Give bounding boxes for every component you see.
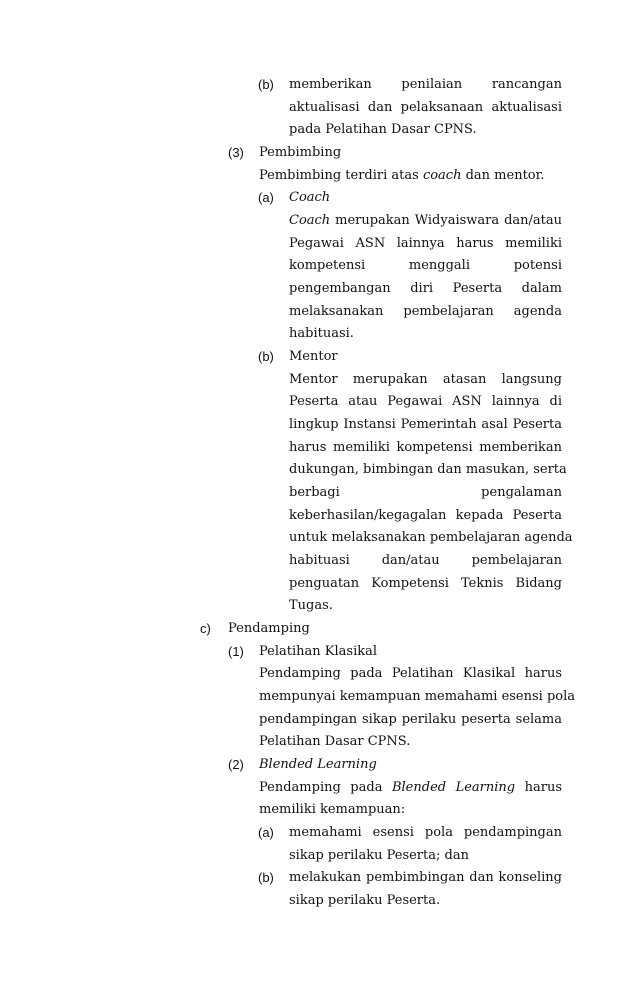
section-heading (0, 618, 638, 640)
intro-text: harus (515, 780, 562, 795)
paragraph-row (0, 573, 638, 595)
paragraph-line: dukungan, bimbingan dan masukan, serta (289, 462, 567, 477)
intro-text: Pendamping pada (259, 780, 392, 795)
paragraph-line: Pendamping pada Pelatihan Klasikal harus (259, 666, 562, 681)
subsection-title: Blended Learning (259, 757, 377, 772)
lead-word: Coach (289, 213, 331, 228)
paragraph-line: mempunyai kemampuan memahami esensi pola (259, 689, 576, 704)
list-item (0, 845, 638, 867)
intro-italic: Blended Learning (391, 780, 516, 795)
paragraph-row (0, 255, 638, 277)
list-item (0, 119, 638, 141)
paragraph-row (0, 799, 638, 821)
paragraph-line: berbagi pengalaman (289, 485, 562, 500)
item-marker: (b) (258, 77, 274, 92)
paragraph-row (0, 686, 638, 708)
paragraph-line: keberhasilan/kegagalan kepada Peserta (289, 508, 562, 523)
paragraph-row (0, 210, 638, 232)
item-marker: (a) (258, 825, 274, 840)
paragraph-line: memahami esensi pola pendampingan (289, 825, 562, 840)
list-item (0, 74, 638, 96)
section-title: Pendamping (228, 621, 310, 636)
lead-rest: merupakan Widyaiswara dan/atau (330, 213, 562, 228)
paragraph-line: Tugas. (289, 598, 333, 613)
paragraph-line: kompetensi menggali potensi (289, 258, 562, 273)
item-marker: (a) (258, 190, 274, 205)
paragraph-row (0, 731, 638, 753)
item-marker: (b) (258, 349, 274, 364)
item-marker: (3) (228, 145, 244, 160)
paragraph-line: sikap perilaku Peserta; dan (289, 848, 469, 863)
intro-italic: coach (422, 168, 462, 183)
subsection-heading (0, 754, 638, 776)
paragraph-line: pengembangan diri Peserta dalam (289, 281, 562, 296)
paragraph-line: melakukan pembimbingan dan konseling (289, 870, 562, 885)
paragraph-row (0, 369, 638, 391)
subsection-title: Coach (289, 190, 331, 205)
section-heading (0, 142, 638, 164)
paragraph-line (259, 165, 545, 187)
paragraph-line: Peserta atau Pegawai ASN lainnya di (289, 394, 562, 409)
intro-text: dan mentor. (461, 168, 545, 183)
paragraph-row (0, 550, 638, 572)
paragraph-line: habituasi. (289, 326, 354, 341)
paragraph-line: pada Pelatihan Dasar CPNS. (289, 122, 477, 137)
subsection-title: Mentor (289, 349, 338, 364)
paragraph-line: sikap perilaku Peserta. (289, 893, 441, 908)
item-marker: (2) (228, 757, 244, 772)
section-title: Pembimbing (259, 145, 342, 160)
paragraph-row (0, 482, 638, 504)
paragraph-line: memiliki kemampuan: (259, 802, 406, 817)
paragraph-row (0, 459, 638, 481)
paragraph-row (0, 527, 638, 549)
section-intro (0, 165, 638, 187)
list-item (0, 890, 638, 912)
paragraph-row (0, 505, 638, 527)
list-item (0, 97, 638, 119)
paragraph-line: Pegawai ASN lainnya harus memiliki (289, 236, 562, 251)
subsection-heading (0, 187, 638, 209)
paragraph-line: Pelatihan Dasar CPNS. (259, 734, 411, 749)
paragraph-row (0, 414, 638, 436)
paragraph-row (0, 709, 638, 731)
paragraph-line: untuk melaksanakan pembelajaran agenda (289, 530, 573, 545)
item-marker: (b) (258, 870, 274, 885)
paragraph-row (0, 323, 638, 345)
subsection-heading (0, 346, 638, 368)
paragraph-row (0, 233, 638, 255)
paragraph-line: aktualisasi dan pelaksanaan aktualisasi (289, 100, 562, 115)
paragraph-line (259, 777, 562, 799)
paragraph-line: harus memiliki kompetensi memberikan (289, 440, 562, 455)
paragraph-line: penguatan Kompetensi Teknis Bidang (289, 576, 562, 591)
paragraph-row (0, 663, 638, 685)
paragraph-row (0, 278, 638, 300)
item-marker: c) (200, 621, 211, 636)
paragraph-line: melaksanakan pembelajaran agenda (289, 304, 562, 319)
paragraph-line (289, 210, 562, 232)
list-item (0, 822, 638, 844)
list-item (0, 867, 638, 889)
paragraph-line: lingkup Instansi Pemerintah asal Peserta (289, 417, 562, 432)
paragraph-row (0, 595, 638, 617)
paragraph-row (0, 777, 638, 799)
subsection-title: Pelatihan Klasikal (259, 644, 378, 659)
paragraph-line: pendampingan sikap perilaku peserta selama (259, 712, 562, 727)
subsection-heading (0, 641, 638, 663)
paragraph-row (0, 391, 638, 413)
paragraph-line: habituasi dan/atau pembelajaran (289, 553, 562, 568)
paragraph-row (0, 437, 638, 459)
intro-text: Pembimbing terdiri atas (259, 168, 423, 183)
paragraph-line: memberikan penilaian rancangan (289, 77, 562, 92)
paragraph-row (0, 301, 638, 323)
item-marker: (1) (228, 644, 244, 659)
paragraph-line: Mentor merupakan atasan langsung (289, 372, 562, 387)
